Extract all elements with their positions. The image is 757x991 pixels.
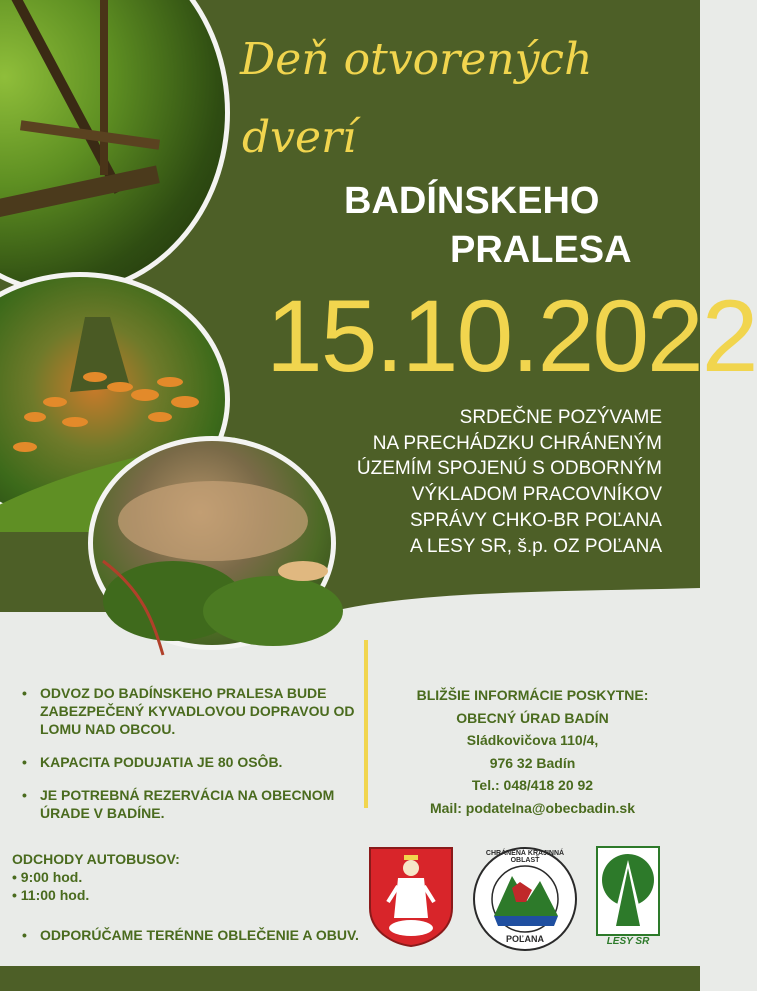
departures-heading: ODCHODY AUTOBUSOV: xyxy=(12,851,180,867)
invitation-line: A LESY SR, š.p. OZ POĽANA xyxy=(409,535,662,557)
invitation-line: SRDEČNE POZÝVAME xyxy=(459,407,662,428)
contact-street: Sládkovičova 110/4, xyxy=(466,732,599,748)
clothing-list xyxy=(22,926,367,959)
info-bullet-capacity: • KAPACITA PODUJATIA JE 80 OSÔB. xyxy=(22,753,367,771)
bus-departures xyxy=(12,850,180,904)
departure-time: • 9:00 hod. xyxy=(12,869,83,885)
chko-polana-logo xyxy=(472,846,578,952)
contact-phone: Tel.: 048/418 20 92 xyxy=(471,777,594,793)
contact-email: Mail: podatelna@obecbadin.sk xyxy=(429,799,636,816)
invitation-line: SPRÁVY CHKO-BR POĽANA xyxy=(409,509,662,531)
departure-time: • 11:00 hod. xyxy=(12,887,90,903)
forest-photo xyxy=(0,0,230,295)
invitation-text xyxy=(332,405,662,559)
title-script-line2: dverí xyxy=(242,112,357,163)
title-bold-line1: BADÍNSKEHO xyxy=(344,180,600,222)
badin-coat-of-arms-icon xyxy=(368,846,454,948)
title-bold-line2: PRALESA xyxy=(450,229,632,271)
chko-logo-top-text: CHRÁNENÁ KRAJINNÁ OBLASŤ xyxy=(485,850,565,864)
contact-office: OBECNÝ ÚRAD BADÍN xyxy=(456,709,609,726)
lesy-logo-text: LESY SR xyxy=(606,936,650,947)
info-bullet-clothing: • ODPORÚČAME TERÉNNE OBLEČENIE A OBUV. xyxy=(22,926,367,944)
moss-photo xyxy=(88,436,336,650)
footer-bar xyxy=(0,966,700,991)
invitation-line: VÝKLADOM PRACOVNÍKOV xyxy=(411,484,662,506)
info-bullet-reservation: • JE POTREBNÁ REZERVÁCIA NA OBECNOM ÚRADE V BADÍNE. xyxy=(22,786,367,822)
contact-city: 976 32 Badín xyxy=(489,754,576,771)
lesy-sr-logo xyxy=(596,846,660,952)
event-date: 15.10.2022 xyxy=(266,279,757,393)
contact-heading: BLIŽŠIE INFORMÁCIE POSKYTNE: xyxy=(416,687,649,703)
yellow-divider xyxy=(364,640,368,808)
chko-logo-bottom-text: POĽANA xyxy=(506,934,544,944)
contact-block xyxy=(380,684,685,819)
info-bullet-transport: • ODVOZ DO BADÍNSKEHO PRALESA BUDE ZABEZPEČENÝ KYVADLOVOU DOPRAVOU OD LOMU NAD OBCOU. xyxy=(22,684,367,738)
info-list xyxy=(22,684,367,837)
invitation-line: NA PRECHÁDZKU CHRÁNENÝM xyxy=(372,432,662,454)
title-script-line1: Deň otvorených xyxy=(240,34,593,85)
invitation-line: ÚZEMÍM SPOJENÚ S ODBORNÝM xyxy=(356,458,662,480)
